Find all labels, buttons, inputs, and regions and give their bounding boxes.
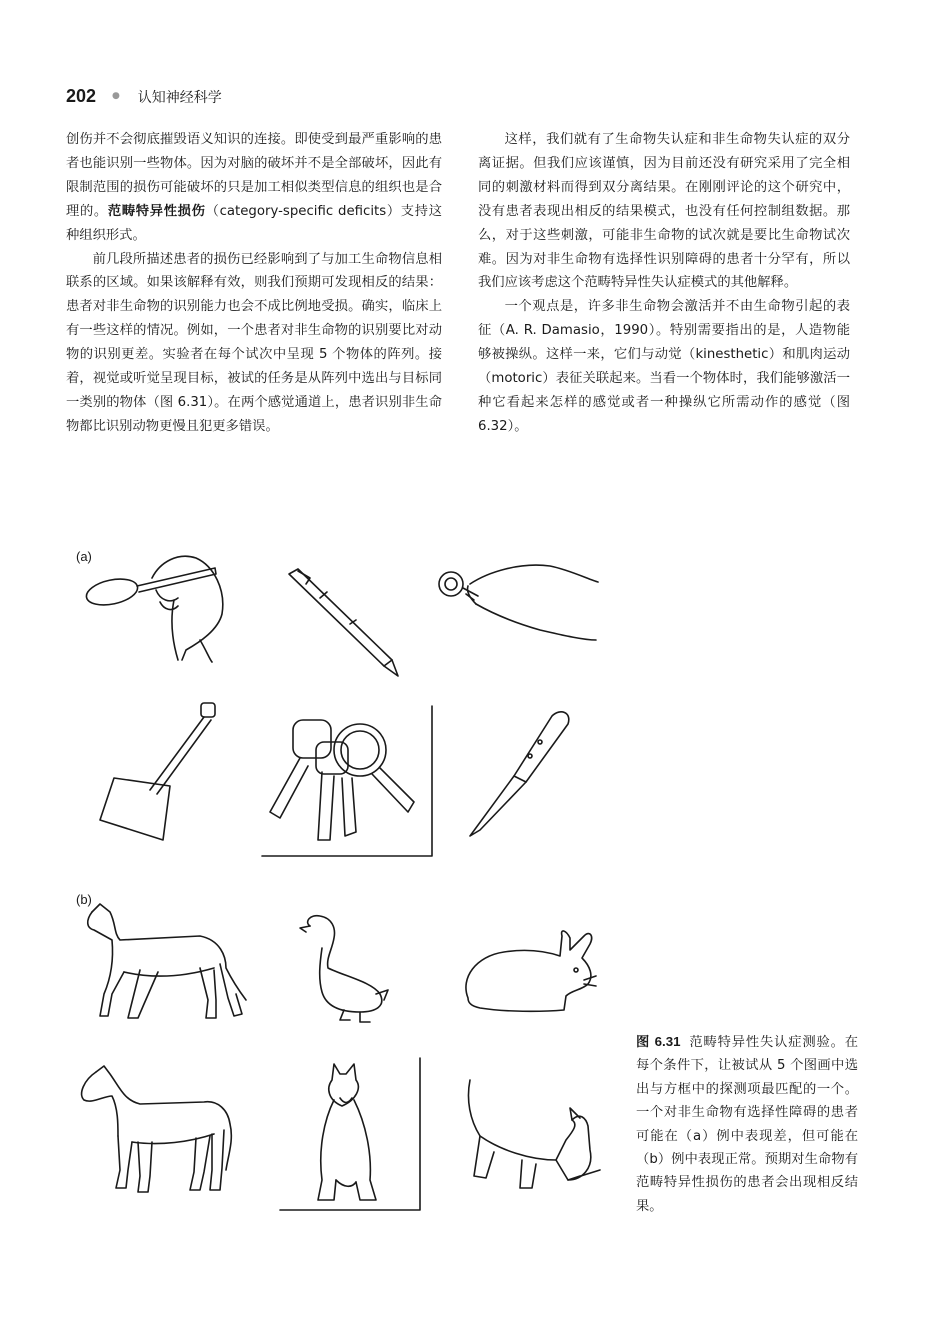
shovel-drawing bbox=[100, 703, 215, 840]
left-paragraph-2: 前几段所描述患者的损伤已经影响到了与加工生命物信息相联系的区域。如果该解释有效，则我们预期可发现相反的结果：患者对非生命物的识别能力也会不成比例地受损。确实，临床上有一些这样的情况。例如，一个患者对非生命物的识别要比对动物的识别更差。实验者在每个试次中呈现 5 个物体的阵列。接着，视觉或听觉呈现目标，被试的任务是从阵列中选出与目标同一类别的物体（图 6.31）。在两个感觉通道上，患者识别非生命物都比识别动物更慢且犯更多错误。 bbox=[66, 251, 442, 434]
rabbit-drawing bbox=[466, 931, 596, 1011]
caption-text: 范畴特异性失认症测验。在每个条件下，让被试从 5 个图画中选出与方框中的探测项最匹配的一个。一个对非生命物有选择性障碍的患者可能在（a）例中表现差，但可能在（b）例中表现正常。预期对生命物有范畴特异性损伤的患者会出现相反结果。 bbox=[636, 1035, 859, 1214]
pen-drawing bbox=[289, 569, 398, 676]
right-paragraph-2: 一个观点是，许多非生命物会激活并不由生命物引起的表征（A. R. Damasio，1990）。特别需要指出的是，人造物能够被操纵。这样一来，它们与动觉（kinesthetic）和肌肉运动（motoric）表征关联起来。当看一个物体时，我们能够激活一种它看起来怎样的感觉或者一种操纵它所需动作的感觉（图 6.32）。 bbox=[478, 299, 850, 434]
header-separator: ● bbox=[111, 91, 120, 101]
figure-number: 图 6.31 bbox=[636, 1034, 681, 1049]
german-shepherd-drawing bbox=[318, 1064, 376, 1200]
book-title: 认知神经科学 bbox=[137, 90, 222, 106]
key-hand-drawing bbox=[439, 565, 598, 640]
figure-caption bbox=[636, 1030, 858, 1218]
key-term: 范畴特异性损伤 bbox=[107, 203, 206, 219]
horse-drawing bbox=[82, 1066, 232, 1192]
left-p1-text: 创伤并不会彻底摧毁语义知识的连接。即使受到最严重影响的患者也能识别一些物体。因为对脑的破坏并不是全部破坏，因此有限制范围的损伤可能破坏的只是加工相似类型信息的组织也是合理的。 bbox=[66, 132, 442, 219]
left-paragraph-1 bbox=[66, 128, 442, 248]
spoon-hand-drawing bbox=[84, 556, 223, 662]
dog-drawing bbox=[88, 904, 246, 1018]
running-header bbox=[66, 86, 222, 107]
duck-drawing bbox=[300, 916, 388, 1022]
panel-a-label: (a) bbox=[76, 549, 92, 564]
knife-drawing bbox=[470, 712, 569, 836]
right-paragraph-1: 这样，我们就有了生命物失认症和非生命物失认症的双分离证据。但我们应该谨慎，因为目前还没有研究采用了完全相同的刺激材料而得到双分离结果。在刚刚评论的这个研究中，没有患者表现出相反的结果模式，也没有任何控制组数据。那么，对于这些刺激，可能非生命物的试次就是要比生命物试次难。因为对非生命物有选择性识别障碍的患者十分罕有，所以我们应该考虑这个范畴特异性失认症模式的其他解释。 bbox=[478, 132, 850, 291]
panel-b-label: (b) bbox=[76, 892, 92, 907]
left-column bbox=[66, 128, 442, 439]
left-p1-end: （category-specific deficits）支持这种组织形式。 bbox=[66, 203, 443, 243]
right-column bbox=[478, 128, 850, 439]
probe-frame-a bbox=[262, 706, 432, 856]
page-number: 202 bbox=[66, 86, 97, 106]
probe-frame-b bbox=[280, 1058, 420, 1210]
kitten-drawing bbox=[468, 1080, 600, 1188]
keys-drawing bbox=[270, 720, 414, 840]
